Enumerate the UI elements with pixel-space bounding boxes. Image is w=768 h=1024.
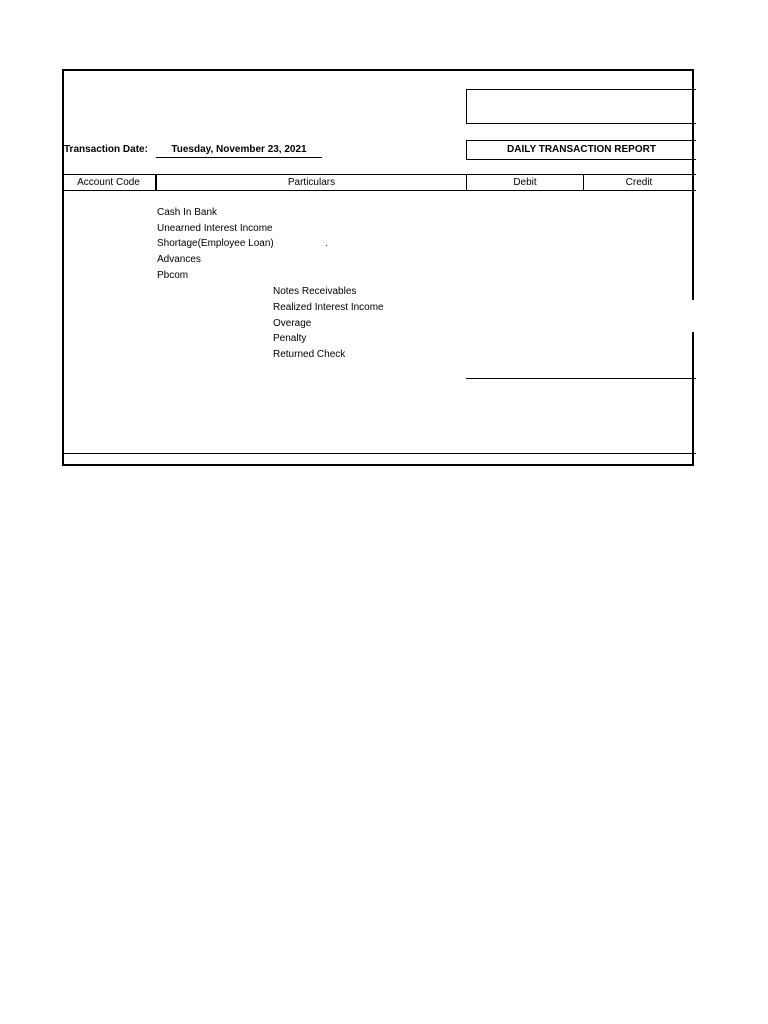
debit-account-item: Pbcom: [157, 270, 189, 281]
credit-account-item: Overage: [273, 318, 312, 329]
table-header-row: [62, 174, 696, 191]
column-header-account-code: Account Code: [77, 177, 140, 188]
transaction-date-value: Tuesday, November 23, 2021: [156, 143, 322, 158]
stray-dot: .: [325, 238, 328, 249]
transaction-date-label: Transaction Date:: [64, 144, 148, 155]
footer-divider: [62, 453, 696, 454]
report-frame: [62, 69, 694, 466]
totals-line: [466, 378, 696, 379]
column-header-debit: Debit: [513, 177, 537, 188]
credit-account-item: Returned Check: [273, 349, 346, 360]
debit-account-item: Advances: [157, 254, 201, 265]
column-header-particulars: Particulars: [287, 177, 336, 188]
frame-gap: [692, 300, 698, 332]
debit-account-item: Shortage(Employee Loan): [157, 238, 274, 249]
report-title: DAILY TRANSACTION REPORT: [466, 140, 696, 160]
logo-placeholder-box: [466, 89, 696, 124]
debit-account-item: Cash In Bank: [157, 207, 218, 218]
credit-account-item: Notes Receivables: [273, 286, 357, 297]
debit-account-item: Unearned Interest Income: [157, 223, 273, 234]
credit-account-item: Penalty: [273, 333, 307, 344]
credit-account-item: Realized Interest Income: [273, 302, 384, 313]
column-header-credit: Credit: [625, 177, 653, 188]
